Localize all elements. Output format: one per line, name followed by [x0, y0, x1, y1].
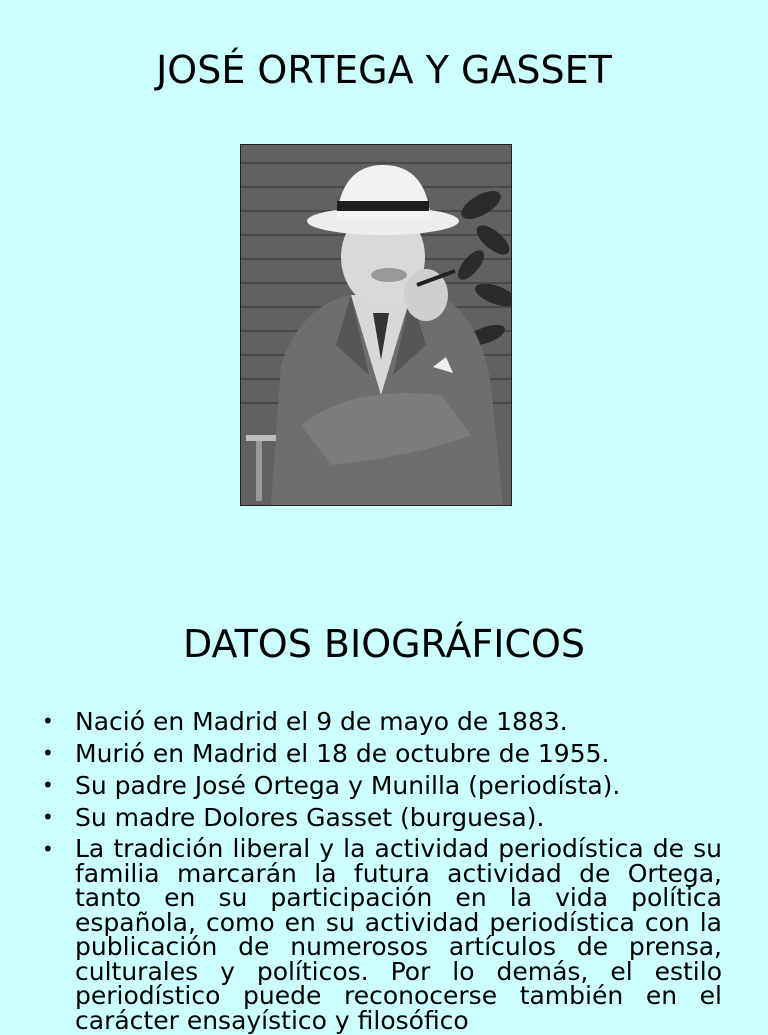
slide-title: JOSÉ ORTEGA Y GASSET [156, 48, 612, 92]
bullet-icon: • [42, 805, 54, 829]
biography-bullet-list [42, 706, 722, 1034]
list-item-text: Nació en Madrid el 9 de mayo de 1883. [75, 707, 568, 736]
list-item [42, 738, 722, 769]
portrait-photo [240, 144, 512, 506]
portrait-illustration [241, 145, 511, 505]
list-item [42, 770, 722, 801]
list-item-text: La tradición liberal y la actividad periodística de su familia marcarán la futura actividad de Ortega, tanto en su participación en la vida política española, como en su actividad periodística con la publicación de numerosos artículos de prensa, culturales y políticos. Por lo demás, el estilo periodístico puede reconocerse también en el carácter ensayístico y filosófico [75, 834, 722, 1035]
bullet-icon: • [42, 709, 54, 733]
section-title: DATOS BIOGRÁFICOS [182, 622, 586, 666]
list-item-text: Su padre José Ortega y Munilla (periodísta). [75, 771, 621, 800]
list-item-text: Su madre Dolores Gasset (burguesa). [75, 803, 545, 832]
bullet-icon: • [42, 773, 54, 797]
bullet-icon: • [42, 837, 54, 861]
bullet-icon: • [42, 741, 54, 765]
list-item [42, 802, 722, 833]
list-item [42, 706, 722, 737]
list-item-text: Murió en Madrid el 18 de octubre de 1955. [75, 739, 610, 768]
list-item [42, 834, 722, 1033]
